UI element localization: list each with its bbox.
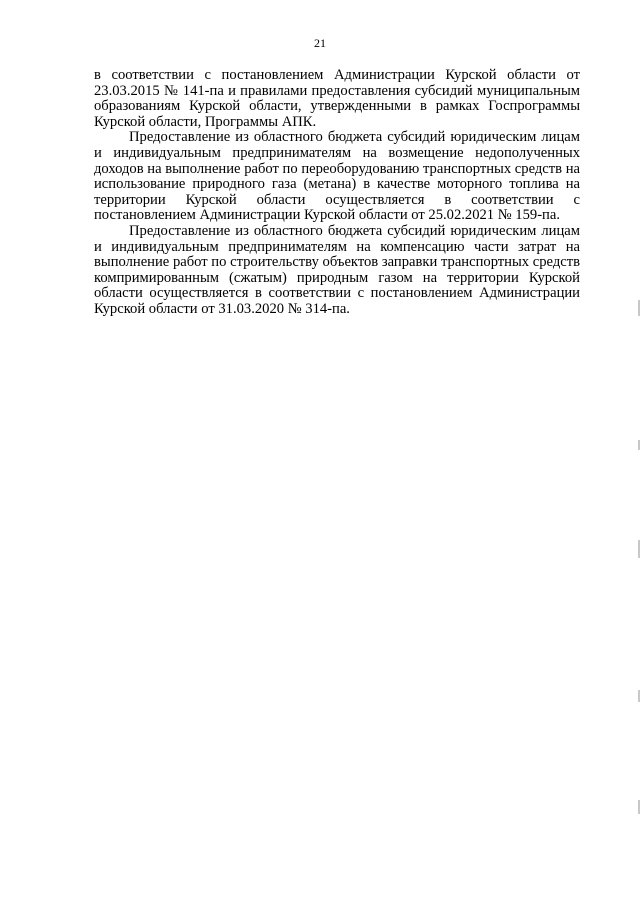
paragraph-methane-subsidy: Предоставление из областного бюджета субсидий юридическим лицам и индивидуальным предпринимателям на возмещение недополученных доходов на выполнение работ по переоборудованию транспортных средств на использование природного газа (метана) в качестве моторного топлива на территории Курской области осуществляется в соответствии с постановлением Администрации Курской области от 25.02.2021 № 159-па.: [94, 129, 580, 224]
page-number: 21: [314, 36, 326, 50]
document-body: [94, 68, 580, 318]
paragraph-gas-station-subsidy: Предоставление из областного бюджета субсидий юридическим лицам и индивидуальным предпринимателям на компенсацию части затрат на выполнение работ по строительству объектов заправки транспортных средств компримированным (сжатым) природным газом на территории Курской области осуществляется в соответствии с постановлением Администрации Курской области от 31.03.2020 № 314-па.: [94, 222, 580, 317]
paragraph-continuation: в соответствии с постановлением Администрации Курской области от 23.03.2015 № 141-па и правилами предоставления субсидий муниципальным образованиям Курской области, утвержденными в рамках Госпрограммы Курской области, Программы АПК.: [94, 67, 580, 130]
